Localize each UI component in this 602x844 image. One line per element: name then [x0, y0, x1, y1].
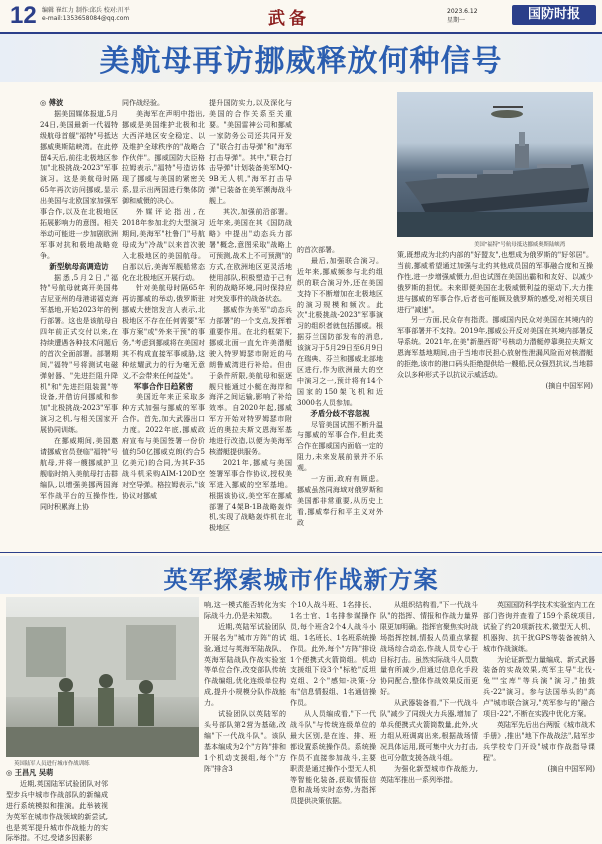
article2-column-2 — [204, 600, 286, 830]
paragraph: 英国国防科学技术实验室内工在部门咨询并查看了159个系统项目,试验了约20项新技术,微型无人机、机器狗、抗干扰GPS等装备被纳入城市作战演练。 — [483, 601, 595, 653]
weekday-text: 星期一 — [447, 17, 466, 24]
article1-author: ◎ 傅波 — [40, 98, 64, 107]
paragraph: 个10人战斗班、1名排长、1名士官、1名排参谋操作员,每个班含2个4人战斗小组、1名班长、1名班系统操作员。此外,每个"方阵"排设1个便携式火箭筒组。机动支援组下设3个"标枪"反坦克组、2个"感知-决策-分布"信息情报组、1名通信操作员。 — [290, 601, 376, 708]
editor-email: e-mail:1353658084@qq.com — [42, 15, 130, 22]
section-title: 武备 — [268, 9, 310, 29]
paragraph: 美海军在声明中指出,挪威是美国维护北极和北大西洋地区安全稳定、以及维护全球秩序的"战略合作伙伴"。挪威国防大臣格拉姆表示,"福特"号造访体现了挪威与美国的紧密关系,显示出两国进行集体防御和威慑的决心。 — [122, 109, 205, 206]
paragraph: 响,这一模式能否转化为实际战斗力,仍是未知数。 — [204, 601, 286, 620]
article1-column-3 — [209, 98, 292, 548]
issue-date — [447, 7, 478, 25]
paragraph: 同作战经验。 — [122, 99, 164, 107]
paragraph: 一方面,政府有顾虑。挪威虽然同海域对俄罗斯和美国都非常重要,从历史上看,挪威奉行和平主义对外政 — [297, 475, 383, 527]
article2-headline: 英军探索城市作战新方案 — [163, 566, 439, 594]
paragraph: 针对美航母时隔65年再访挪威的举动,俄罗斯驻挪威大使馆发言人表示,北极地区不存在任何需要"军事方案"或"外来干预"的事务,"考虑到挪威将在美国对其不构成直接军事威胁,这种炫耀武力的行为毫无意义,不会带来任何益处"。 — [122, 284, 205, 380]
newspaper-logo: 国防时报 — [512, 5, 596, 25]
article2-column-1 — [6, 768, 108, 843]
subheading: 军事合作日趋紧密 — [133, 381, 194, 391]
paragraph: 在挪威期间,美国邀请挪威官员登临"福特"号航母,并将一艘挪威护卫舰临时纳入美航母打击群编队,以增强美挪两国海军作战平台的互操作性,同时积累海上协 — [40, 437, 118, 511]
article-divider — [0, 552, 602, 553]
article1-column-5 — [397, 250, 593, 548]
article2-column-3 — [290, 600, 376, 830]
paragraph: 试验团队以英陆军的头号部队第2营为基础,改编"下一代战斗队"。该队基本编成为2个"方阵"排和1个机动支援组,每个"方阵"排含3 — [204, 710, 286, 773]
paragraph: 美国近年来正采取多种方式加强与挪威的军事合作。首先,加大武器出口力度。2022年底,挪威政府宣布与美国签署一份价值约50亿挪威克朗(约合5亿美元)的合同,为其F-35战斗机采购AIM-120D空对空导弹。格拉姆表示,"该协议对挪威 — [122, 393, 205, 500]
photo2-caption: 英国陆军人员进行城市作战训练 — [14, 761, 90, 767]
paragraph: 最后,加强联合演习。近年来,挪威频参与北约组织的联合演习外,还在美国支持下不断增加在北极地区的演习规模和频次。此次"北极挑战-2023"军事演习的组织者就包括挪威。根据芬兰国防部发布的消息,该演习于5月29日至6月9日在瑞典、芬兰和挪威北部地区进行,作为欧洲最大的空中演习之一,预计将有14个国家的150架飞机和近3000名人员参加。 — [297, 256, 383, 407]
paragraph: 挪威作为美军"动态兵力部署"的一个支点,发挥着重要作用。在北约框架下,挪威北面一直允许美潜艇驶入特罗姆瑟市附近的马朗鲁威湾进行补给。但由于条件所限,美航母和驱逐舰只能通过小艇在海岸和海洋之间运输,影响了补给效率。自2020年起,挪威军方开始对特罗姆瑟市附近的奥拉夫斯文恩海军基地进行改造,以便为美海军核潜艇提供服务。 — [209, 306, 292, 456]
paragraph: 的首次部署。 — [297, 246, 339, 254]
paragraph: 近期,英国陆军试验团队对邻型步兵中城市作战部队的新编成进行系统模拟和推演。此举被视为英军在城市作战领域的新尝试,也是英军提升城市作战能力的实际举措。不过,受诸多因素影 — [6, 779, 108, 843]
paragraph: 英陆军先后出台两版《城市战术手册》,推出"地下作战战法",陆军步兵学校专门开设"城市作战指导课程"。 — [483, 720, 595, 762]
photo1-caption: 美国"福特"号航母抵达挪威奥斯陆峡湾 — [474, 242, 566, 248]
article1-column-4 — [297, 98, 383, 548]
paragraph: 据悉,5月2日,"福特"号航母就离开美国弗吉尼亚州的母港诺福克海军基地,开始2023年的例行部署。这也是该航母自四年前正式交付以来,在持续遭遇各种技术问题后的首次全面部署。部署期间,"福特"号将测试电磁弹射器、"先进拦阻升降机"和"先进拦阻装置"等设备,并借访问挪威和参加"北极挑战-2023"军事演习之机,与相关国家开展协同训练。 — [40, 273, 118, 435]
aircraft-carrier-photo — [397, 92, 593, 237]
soldiers-illustration — [6, 597, 199, 757]
article1-column-1 — [40, 98, 118, 548]
editor-names: 编辑 崔红力 制作:邱兵 校对:川平 — [42, 7, 130, 14]
paragraph: 为论证新型力量编成、新式武器装备的实战效果,英军主导"北伐-兔""宝库"等兵演"演习,"抽鼓兵-22"演习。参与法国举头的"高卢"城市联合演习,"英军参与的"融合项目-22",不断在实践中优化方案。 — [483, 655, 595, 719]
paragraph: 近期,英陆军试验团队开展名为"城市方阵"的试验,通过与英海军陆战队、英海军陆战队作战实验室等单位合作,改变部队传统作战编组,优化连级单位构成,提升小规模分队作战能力。 — [204, 622, 286, 708]
page-header — [0, 0, 602, 34]
article1-column-2 — [122, 98, 205, 548]
article2-column-4 — [380, 600, 478, 830]
paragraph: 尽管美国试图不断升温与挪威的军事合作,但此类合作在挪威国内面临一定的阻力,未来发展前景并不乐观。 — [297, 420, 383, 473]
article1-source: (摘自中国军网) — [545, 381, 593, 390]
page-number: 12 — [10, 2, 37, 29]
carrier-illustration — [397, 92, 593, 237]
paragraph: 据美国媒体报道,5月24日,美国最新一代福特级航母首舰"福特"号抵达挪威奥斯陆峡湾。在此停留4天后,前往北极地区参加"北极挑战-2023"军事演习。这是美航母时隔65年再次访问挪威,显示出美国与北欧国家加强军事合作,以及在北极地区拓展影响力的意图。相关举动可能进一步加剧欧洲军事对抗和极地战略竞争。 — [40, 109, 118, 260]
subheading: 新型航母高调造访 — [49, 261, 109, 271]
article2-author: ◎ 王昌凡 吴萌 — [6, 768, 54, 777]
article1-headline: 美航母再访挪威释放何种信号 — [99, 44, 503, 79]
paragraph: 策,既想成为北约内部的"好盟友",也想成为俄罗斯的"好邻居"。当前,挪威希望通过加强与北约其他成员国的军事融合度和互操作性,进一步增强威慑力,但也试图在美国出霸和和友好、以减少俄罗斯的担忧。未来即便美国在北极威慑利益的驱动下,大力推进与挪威的军事合作,后者也可能顾及俄罗斯的感受,对相关项目进行"减速"。 — [397, 251, 593, 314]
paragraph: 从组织结构看,"下一代战斗队"的指挥、情报和作战力量界限更加明确。指挥官聚焦实时战场指挥控制,情报人员重点掌握战场综合动态,作战人员专心于目标打击。虽然实际战斗人员数量有所减少,但通过信息化手段协同配合,整体作战效果反而更好。 — [380, 601, 478, 697]
article2-column-5 — [483, 600, 595, 830]
paragraph: 提升国防实力,以及深化与美国的合作关系至关重要。"美国雷神公司和挪威一家防务公司还共同开发了"联合打击导弹"和"海军打击导弹"。其中,"联合打击导弹"计划装备美军MQ-9B无人机,"海军打击导弹"已装备在美军濒海战斗舰上。 — [209, 99, 292, 206]
paragraph: 为强化新型城市作战能力,英陆军推出一系列举措。 — [380, 764, 478, 784]
paragraph: 2021年,挪威与美国签署军事合作协议,授权美军进入挪威的空军基地。根据该协议,美空军在挪威部署了4架B-1B战略轰炸机,实现了战略轰炸机在北极地区 — [209, 458, 292, 533]
paragraph: 从武器装备看,"下一代战斗队"减少了同级火力兵器,增加了单兵便携式火箭筒数量,此外,火力组从班调离出来,根据战场情况具体运用,既可集中火力打击,也可分散支援各战斗组。 — [380, 699, 478, 762]
subheading: 矛盾分歧不容忽视 — [310, 408, 370, 418]
paragraph: 其次,加强前沿部署。近年来,美国在其《国防战略》中提出"动态兵力部署"概念,意图采取"战略上可预测,战术上不可预测"的方式,在欧洲地区更灵活地使用部队,积极塑造于己有利的战略环境,同时保持应对突发事件的战备状态。 — [209, 208, 292, 304]
paragraph: 外媒评论指出,在2018年参加北约大型演习期间,美海军"杜鲁门"号航母成为"冷战"以来首次驶入北极地区的美国航母。自那以后,美海军舰船常态化在北极地区开展行动。 — [122, 208, 205, 282]
article2-source: (摘自中国军网) — [547, 764, 595, 773]
soldiers-photo — [6, 597, 199, 757]
paragraph: 从人员编成看,"下一代战斗队"与传统连级单位的最大区别,是在连、排、班都设置系统操作员。系统操作员不直接参加战斗,主要职责是通过操作小型无人机等智能化装备,获取情报信息和战场实时态势,为指挥员提供决策依据。 — [290, 710, 376, 806]
paragraph: 另一方面,民众存有指责。挪威国内民众对美国在其境内的军事部署并不支持。2019年,挪威公开反对美国在其境内部署反导系统。2021年,在美"新墨西哥"号核动力潜艇停靠奥拉夫斯文恩海军基地期间,由于当地市民担心放射性泄漏风险而对核潜艇的拒绝,该市的港口码头拒绝提供给一艘船,民众强烈抗议,当地群众以多种形式予以抗议示威活动。 — [397, 316, 593, 379]
date-text: 2023.6.12 — [447, 8, 478, 15]
editor-credits — [42, 7, 130, 23]
